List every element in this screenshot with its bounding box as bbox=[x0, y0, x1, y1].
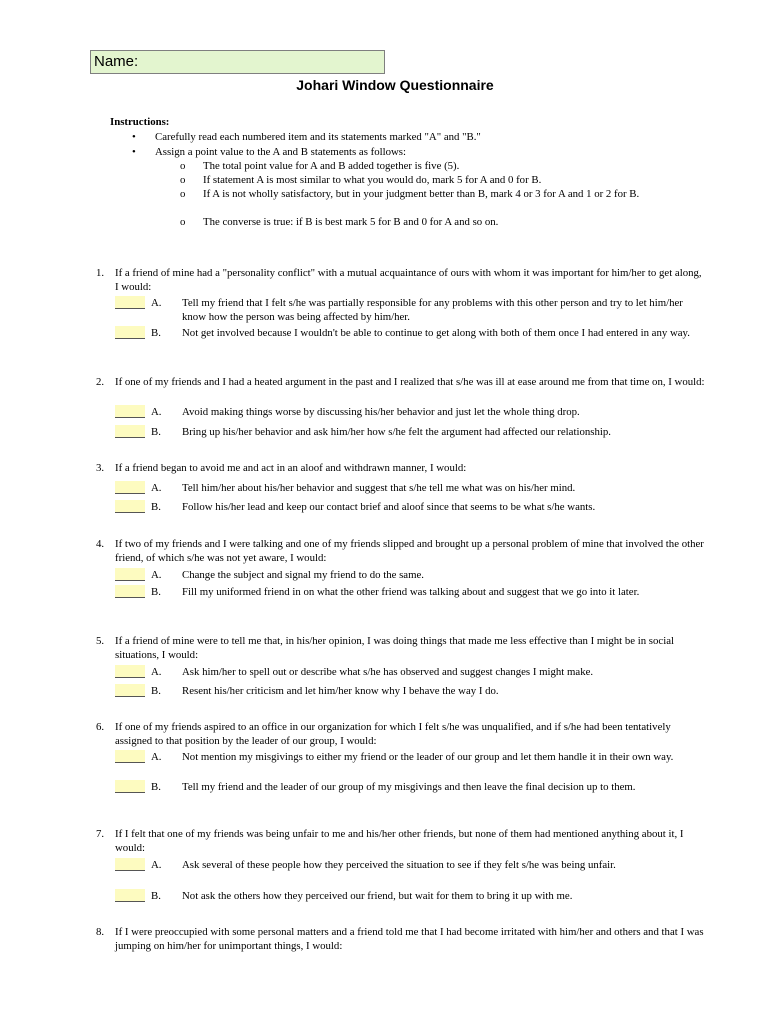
subitem-mark: o bbox=[180, 160, 186, 172]
option-text: Follow his/her lead and keep our contact brief and aloof since that seems to be what s/he wants. bbox=[182, 501, 596, 513]
subitem-text: The total point value for A and B added together is five (5). bbox=[203, 160, 460, 172]
question-number: 4. bbox=[96, 538, 105, 550]
option-text: Not ask the others how they perceived our friend, but wait for them to bring it up with me. bbox=[182, 890, 573, 902]
option-text: Bring up his/her behavior and ask him/her how s/he felt the argument had affected our relationship. bbox=[182, 426, 611, 438]
score-blank[interactable] bbox=[115, 780, 145, 793]
option-text: Tell my friend that I felt s/he was partially responsible for any problems with this other person and try to let him/her know how the person was being affected by him/her. bbox=[182, 297, 683, 323]
option-text: Change the subject and signal my friend to do the same. bbox=[182, 569, 424, 581]
question-stem: If one of my friends aspired to an office in our organization for which I felt s/he was unqualified, and if s/he had been tentatively assigned to that position by the leader of our group, I would: bbox=[115, 721, 671, 747]
option-text: Ask several of these people how they perceived the situation to see if they felt s/he was being unfair. bbox=[182, 859, 616, 871]
question-number: 2. bbox=[96, 376, 105, 388]
question-stem: If a friend began to avoid me and act in an aloof and withdrawn manner, I would: bbox=[115, 462, 467, 474]
score-blank[interactable] bbox=[115, 750, 145, 763]
score-blank[interactable] bbox=[115, 889, 145, 902]
option-letter: A. bbox=[151, 406, 162, 418]
score-blank[interactable] bbox=[115, 425, 145, 438]
subitem-mark: o bbox=[180, 216, 186, 228]
question-number: 1. bbox=[96, 267, 105, 279]
question-stem: If two of my friends and I were talking and one of my friends slipped and brought up a personal problem of mine that involved the other friend, of which s/he was not yet aware, I would: bbox=[115, 538, 704, 564]
score-blank[interactable] bbox=[115, 858, 145, 871]
score-blank[interactable] bbox=[115, 326, 145, 339]
question-number: 7. bbox=[96, 828, 105, 840]
question-stem: If a friend of mine were to tell me that, in his/her opinion, I was doing things that made me less effective than I might be in social situations, I would: bbox=[115, 635, 674, 661]
bullet-mark: • bbox=[132, 131, 136, 143]
option-letter: B. bbox=[151, 685, 161, 697]
option-letter: A. bbox=[151, 666, 162, 678]
instructions-heading: Instructions: bbox=[110, 116, 170, 128]
subitem-text: If statement A is most similar to what you would do, mark 5 for A and 0 for B. bbox=[203, 174, 542, 186]
question-stem: If I felt that one of my friends was being unfair to me and his/her other friends, but none of them had mentioned anything about it, I would: bbox=[115, 828, 684, 854]
score-blank[interactable] bbox=[115, 481, 145, 494]
option-letter: B. bbox=[151, 890, 161, 902]
score-blank[interactable] bbox=[115, 684, 145, 697]
option-text: Ask him/her to spell out or describe what s/he has observed and suggest changes I might make. bbox=[182, 666, 594, 678]
subitem-text: The converse is true: if B is best mark 5 for B and 0 for A and so on. bbox=[203, 216, 499, 228]
option-letter: A. bbox=[151, 482, 162, 494]
option-text: Not get involved because I wouldn't be able to continue to get along with both of them once I had entered in any way. bbox=[182, 327, 690, 339]
score-blank[interactable] bbox=[115, 405, 145, 418]
subitem-text: If A is not wholly satisfactory, but in your judgment better than B, mark 4 or 3 for A and 1 or 2 for B. bbox=[203, 188, 640, 200]
option-text: Avoid making things worse by discussing his/her behavior and just let the whole thing drop. bbox=[182, 406, 580, 418]
option-letter: B. bbox=[151, 426, 161, 438]
score-blank[interactable] bbox=[115, 500, 145, 513]
subitem-mark: o bbox=[180, 174, 186, 186]
bullet-mark: • bbox=[132, 146, 136, 158]
question-stem: If a friend of mine had a "personality conflict" with a mutual acquaintance of ours with whom it was important for him/her to get along, I would: bbox=[115, 267, 702, 293]
score-blank[interactable] bbox=[115, 585, 145, 598]
option-letter: B. bbox=[151, 501, 161, 513]
instruction-text: Assign a point value to the A and B statements as follows: bbox=[155, 146, 407, 158]
question-stem: If one of my friends and I had a heated argument in the past and I realized that s/he was ill at ease around me from that time on, I would: bbox=[115, 376, 705, 388]
option-text: Fill my uniformed friend in on what the other friend was talking about and suggest that we go into it later. bbox=[182, 586, 640, 598]
instruction-text: Carefully read each numbered item and its statements marked "A" and "B." bbox=[155, 131, 481, 143]
name-field[interactable]: Name: bbox=[90, 50, 385, 74]
option-text: Resent his/her criticism and let him/her know why I behave the way I do. bbox=[182, 685, 499, 697]
option-letter: B. bbox=[151, 586, 161, 598]
option-letter: B. bbox=[151, 327, 161, 339]
score-blank[interactable] bbox=[115, 568, 145, 581]
option-letter: A. bbox=[151, 751, 162, 763]
option-letter: A. bbox=[151, 859, 162, 871]
option-text: Tell him/her about his/her behavior and suggest that s/he tell me what was on his/her mind. bbox=[182, 482, 576, 494]
subitem-mark: o bbox=[180, 188, 186, 200]
question-number: 3. bbox=[96, 462, 105, 474]
option-letter: B. bbox=[151, 781, 161, 793]
option-letter: A. bbox=[151, 569, 162, 581]
question-number: 6. bbox=[96, 721, 105, 733]
option-text: Tell my friend and the leader of our group of my misgivings and then leave the final decision up to them. bbox=[182, 781, 636, 793]
option-letter: A. bbox=[151, 297, 162, 309]
score-blank[interactable] bbox=[115, 296, 145, 309]
score-blank[interactable] bbox=[115, 665, 145, 678]
option-text: Not mention my misgivings to either my friend or the leader of our group and let them handle it in their own way. bbox=[182, 751, 674, 763]
page-title: Johari Window Questionnaire bbox=[296, 77, 494, 93]
question-stem: If I were preoccupied with some personal matters and a friend told me that I had become irritated with him/her and others and that I was jumping on him/her for unimportant things, I would: bbox=[115, 926, 704, 952]
question-number: 5. bbox=[96, 635, 105, 647]
question-number: 8. bbox=[96, 926, 105, 938]
